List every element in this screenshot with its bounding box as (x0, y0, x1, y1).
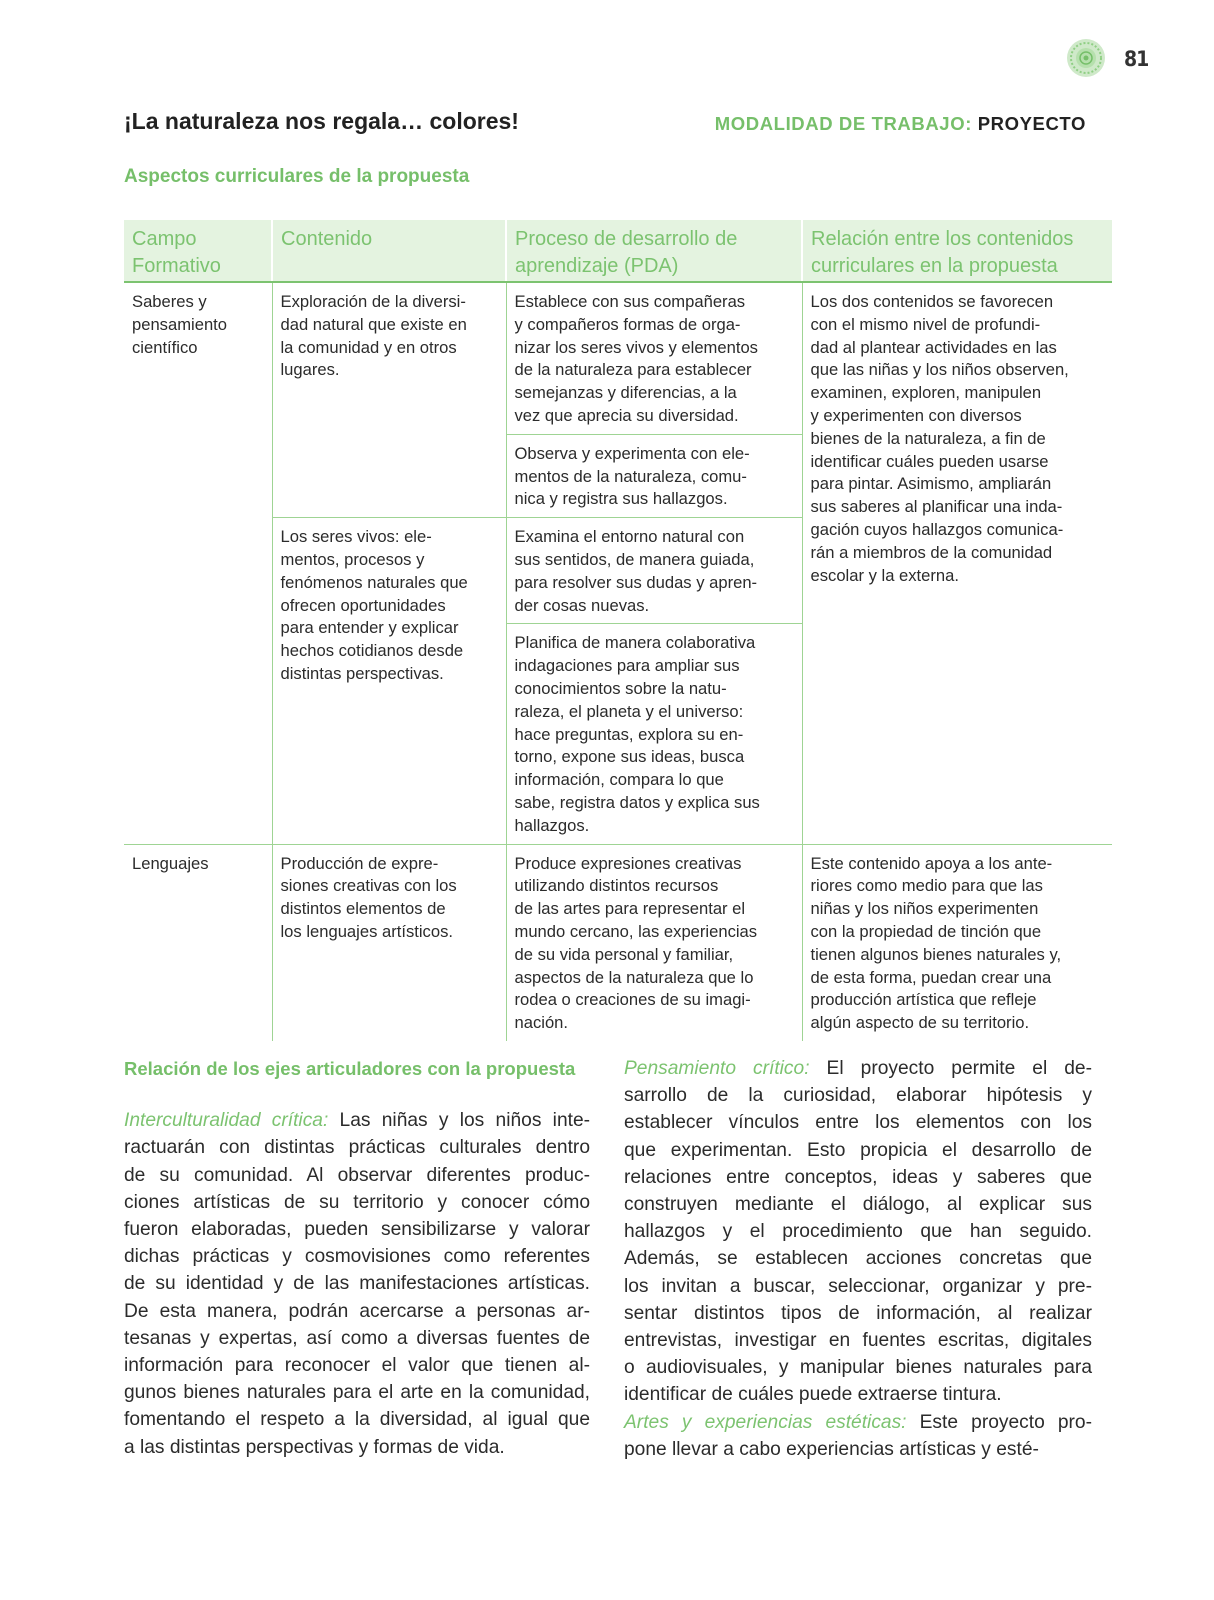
cell-text-line: mentos, procesos y (280, 549, 425, 569)
ejes-right-column (624, 1055, 1092, 1463)
cell-text-line: identificar cuáles pueden usarse (810, 451, 1049, 471)
cell-text-line: conocimientos sobre la natu- (514, 678, 727, 698)
cell-text-line: Campo (132, 228, 197, 250)
cell-text-line: Proceso de desarrollo de (515, 228, 738, 250)
ejes-left-column (124, 1055, 590, 1461)
cell-text-line: que las niñas y los niños observen, (810, 360, 1069, 380)
text-line: información para reconocer el valor que tienen al- (124, 1355, 590, 1377)
cell-contenido-seres-vivos (272, 518, 506, 844)
cell-text-line: mentos de la naturaleza, comu- (514, 466, 747, 486)
text-line: pone llevar a cabo experiencias artísticas y esté- (624, 1438, 1039, 1460)
cell-text-line: tienen algunos bienes naturales y, (810, 944, 1062, 964)
text-line: sentar distintos tipos de información, al realizar (624, 1302, 1092, 1324)
cell-text-line: Observa y experimenta con ele- (514, 443, 750, 463)
cell-text-line: torno, expone sus ideas, busca (514, 747, 745, 767)
cell-text-line: riores como medio para que las (810, 876, 1043, 896)
text-line: Pensamiento crítico: El proyecto permite el de- (624, 1058, 1092, 1079)
cell-text-line: Contenido (281, 228, 373, 250)
work-modality (715, 113, 1086, 135)
cell-text-line: producción artística que refleje (810, 990, 1037, 1010)
cell-text-line: indagaciones para ampliar sus (514, 656, 740, 676)
cell-text-line: la comunidad y en otros (280, 337, 457, 357)
cell-text-line: Los seres vivos: ele- (280, 527, 432, 547)
cell-contenido-produccion (272, 844, 506, 1041)
cell-text-line: de las artes para representar el (514, 899, 746, 919)
cell-text-line: distintas perspectivas. (280, 663, 444, 683)
cell-text-line: aprendizaje (PDA) (515, 255, 679, 277)
cell-campo-lenguajes (124, 844, 272, 1041)
cell-text-line: los lenguajes artísticos. (280, 921, 453, 941)
cell-text-line: aspectos de la naturaleza que lo (514, 967, 754, 987)
cell-text-line: dad natural que existe en (280, 314, 467, 334)
cell-text-line: raleza, el planeta y el universo: (514, 701, 744, 721)
cell-text-line: Establece con sus compañeras (514, 292, 746, 311)
cell-text-line: científico (132, 337, 198, 357)
cell-text-line: y experimenten con diversos (810, 405, 1022, 425)
text-line: De esta manera, podrán acercarse a personas ar- (124, 1300, 590, 1322)
cell-text-line: siones creativas con los (280, 876, 457, 896)
text-line: tesanas y expertas, así como a diversas fuentes de (124, 1327, 590, 1349)
text-line: dichas prácticas y cosmovisiones como referentes (124, 1246, 590, 1268)
cell-text-line: Lenguajes (132, 853, 209, 873)
cell-text-line: Producción de expre- (280, 853, 439, 873)
cell-text-line: Planifica de manera colaborativa (514, 633, 756, 653)
cell-text-line: de su vida personal y familiar, (514, 944, 734, 964)
cell-text-line: rán a miembros de la comunidad (810, 542, 1053, 562)
text-line: ractuarán con distintas prácticas culturales dentro (124, 1137, 590, 1159)
cell-text-line: sus saberes al planificar una inda- (810, 497, 1063, 517)
text-line: ciones artísticas de su territorio y conocer cómo (124, 1191, 590, 1213)
cell-text-line: nizar los seres vivos y elementos (514, 337, 758, 357)
modality-value: PROYECTO (977, 113, 1086, 134)
text-line: fomentando el respeto a la diversidad, al igual que (124, 1409, 590, 1431)
cell-text-line: Produce expresiones creativas (514, 853, 742, 873)
cell-text-line: y compañeros formas de orga- (514, 314, 741, 334)
text-line: gunos bienes naturales para el arte en la comunidad, (124, 1382, 590, 1404)
cell-text-line: hallazgos. (514, 815, 590, 835)
cell-text-line: Formativo (132, 255, 221, 277)
cell-text-line: rodea o creaciones de su imagi- (514, 990, 751, 1010)
cell-text-line: algún aspecto de su territorio. (810, 1013, 1030, 1033)
header-relacion (802, 220, 1112, 282)
cell-text-line: Los dos contenidos se favorecen (810, 292, 1054, 311)
cell-text-line: distintos elementos de (280, 899, 446, 919)
cell-text-line: sus sentidos, de manera guiada, (514, 549, 755, 569)
text-line: relaciones entre conceptos, ideas y saberes que (624, 1166, 1092, 1188)
paragraph-interculturalidad (124, 1107, 590, 1461)
cell-text-line: bienes de la naturaleza, a fin de (810, 428, 1046, 448)
cell-text-line: niñas y los niños experimenten (810, 899, 1039, 919)
cell-text-line: lugares. (280, 360, 340, 380)
cell-text-line: Examina el entorno natural con (514, 527, 745, 547)
cell-text-line: ofrecen oportunidades (280, 595, 446, 615)
cell-text-line: der cosas nuevas. (514, 595, 650, 615)
text-line: que experimentan. Esto propicia el desarrollo de (624, 1139, 1092, 1161)
cell-text-line: de la naturaleza para establecer (514, 360, 752, 380)
cell-text-line: de esta forma, puedan crear una (810, 967, 1052, 987)
cell-text-line: semejanzas y diferencias, a la (514, 383, 737, 403)
cell-text-line: Relación entre los contenidos (811, 228, 1074, 250)
cell-text-line: gación cuyos hallazgos comunica- (810, 519, 1064, 539)
cell-text-line: examinen, exploren, manipulen (810, 383, 1042, 403)
cell-text-line: para pintar. Asimismo, ampliarán (810, 474, 1052, 494)
cell-text-line: sabe, registra datos y explica sus (514, 792, 760, 812)
text-line: entrevistas, investigar en fuentes escritas, digitales (624, 1330, 1092, 1352)
paragraph-pensamiento-critico (624, 1055, 1092, 1409)
text-line: establecer vínculos entre los elementos con los (624, 1112, 1092, 1134)
text-line: Artes y experiencias estéticas: Este proyecto pro- (624, 1411, 1092, 1433)
cell-text-line: fenómenos naturales que (280, 572, 468, 592)
cell-text-line: pensamiento (132, 314, 228, 334)
page-number: 81 (1124, 47, 1149, 71)
table-header-row (124, 220, 1112, 282)
cell-text-line: Saberes y (132, 292, 207, 311)
cell-text-line: para resolver sus dudas y apren- (514, 572, 758, 592)
text-line: hallazgos y el procedimiento que han seguido. (624, 1221, 1092, 1243)
section-heading: Aspectos curriculares de la propuesta (124, 166, 470, 187)
cell-pda-establece (506, 282, 802, 434)
text-line: de su comunidad. Al observar diferentes produc- (124, 1164, 590, 1186)
table-row (124, 282, 1112, 434)
ejes-heading: Relación de los ejes articuladores con la propuesta (124, 1058, 576, 1079)
header-pda (506, 220, 802, 282)
page-title: ¡La naturaleza nos regala… colores! (124, 108, 519, 134)
cell-text-line: escolar y la externa. (810, 565, 959, 585)
text-line: o audiovisuales, y manipular bienes naturales para (624, 1357, 1092, 1379)
cell-relacion-saberes (802, 282, 1112, 844)
curriculum-table (124, 220, 1112, 1041)
cell-text-line: curriculares en la propuesta (811, 255, 1058, 277)
cell-text-line: con la propiedad de tinción que (810, 921, 1042, 941)
paragraph-artes-experiencias (624, 1409, 1092, 1463)
paragraph-lead-label: Artes y experiencias estéticas: (624, 1411, 907, 1433)
cell-pda-produce (506, 844, 802, 1041)
cell-relacion-lenguajes (802, 844, 1112, 1041)
text-line: identificar de cuáles puede extraerse tintura. (624, 1384, 1002, 1406)
cell-text-line: hace preguntas, explora su en- (514, 724, 744, 744)
cell-pda-observa (506, 434, 802, 517)
paragraph-lead-label: Pensamiento crítico: (624, 1058, 810, 1079)
text-line: Interculturalidad crítica: Las niñas y los niños inte- (124, 1110, 591, 1132)
text-line: sarrollo de la curiosidad, elaborar hipótesis y (624, 1085, 1092, 1107)
paragraph-lead-label: Interculturalidad crítica: (124, 1110, 329, 1132)
cell-text-line: información, compara lo que (514, 770, 724, 790)
cell-campo-saberes (124, 282, 272, 844)
cell-pda-examina (506, 518, 802, 624)
text-line: a las distintas perspectivas y formas de vida. (124, 1436, 505, 1458)
sun-emblem-icon (1066, 38, 1106, 78)
text-line: construyen mediante el diálogo, al explicar sus (624, 1194, 1092, 1216)
header-contenido (272, 220, 506, 282)
text-line: fueron elaboradas, pueden sensibilizarse y valorar (124, 1219, 590, 1241)
table-row (124, 844, 1112, 1041)
modality-label: MODALIDAD DE TRABAJO: (714, 113, 972, 134)
cell-text-line: con el mismo nivel de profundi- (810, 314, 1041, 334)
cell-text-line: nica y registra sus hallazgos. (514, 489, 728, 509)
cell-text-line: dad al plantear actividades en las (810, 337, 1057, 357)
cell-text-line: Este contenido apoya a los ante- (810, 853, 1053, 873)
header-campo-formativo (124, 220, 272, 282)
cell-pda-planifica (506, 624, 802, 844)
cell-text-line: mundo cercano, las experiencias (514, 921, 758, 941)
cell-text-line: Exploración de la diversi- (280, 292, 466, 311)
text-line: Además, se establecen acciones concretas que (624, 1248, 1092, 1270)
cell-text-line: hechos cotidianos desde (280, 641, 464, 661)
cell-text-line: vez que aprecia su diversidad. (514, 405, 739, 425)
cell-text-line: para entender y explicar (280, 618, 459, 638)
text-line: los invitan a buscar, seleccionar, organizar y pre- (624, 1275, 1092, 1297)
cell-text-line: nación. (514, 1013, 569, 1033)
cell-contenido-exploracion (272, 282, 506, 518)
cell-text-line: utilizando distintos recursos (514, 876, 719, 896)
text-line: de su identidad y de las manifestaciones artísticas. (124, 1273, 590, 1295)
